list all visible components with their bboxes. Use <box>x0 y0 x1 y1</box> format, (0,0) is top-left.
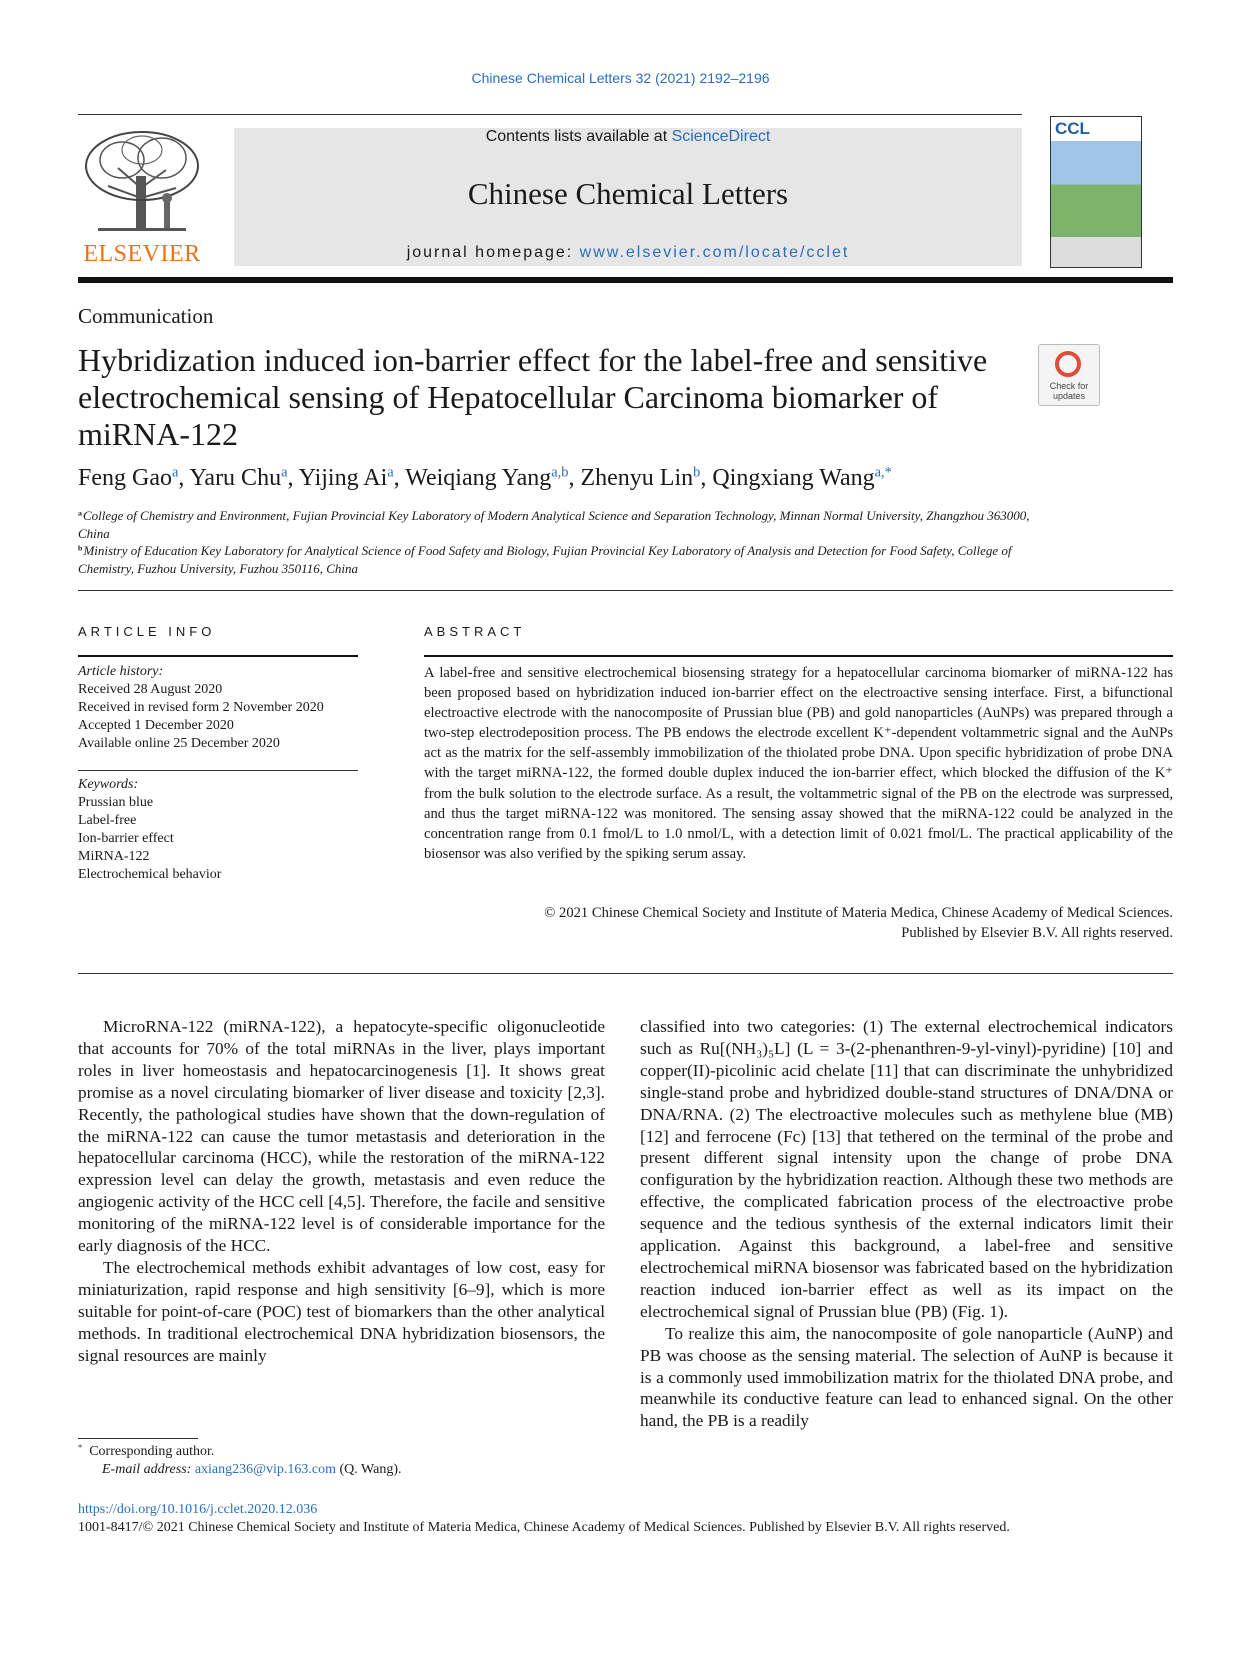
keyword: Prussian blue <box>78 795 154 810</box>
article-info-rule <box>78 655 358 657</box>
journal-cover-thumbnail[interactable] <box>1050 116 1142 268</box>
crossmark-label: Check for updates <box>1049 381 1089 401</box>
body-column-right <box>640 1016 1173 1432</box>
article-history <box>78 663 368 753</box>
abstract-text: A label-free and sensitive electrochemical biosensing strategy for a hepatocellular carcinoma biomarker of miRNA-122 has been proposed based on hybridization induced ion-barrier effect on the electroactive sensing interface. First, a bifunctional electroactive electrode with the nanocomposite of Prussian blue (PB) and gold nanoparticles (AuNPs) was prepared through a two-step electrodeposition process. The PB endows the electrode excellent K⁺-dependent voltammetric signal and the AuNPs act as the matrix for the self-assembly immobilization of the thiolated probe DNA. Upon specific hybridization of probe DNA with the target miRNA-122, the formed double duplex induced the ion-barrier effect, which blocked the diffusion of the K⁺ from the bulk solution to the electrode surface. As a result, the voltammetric signal of the PB on the electrode was surpressed, and thus the target miRNA-122 was monitored. The sensing assay showed that the miRNA-122 could be analyzed in the concentration range from 0.1 fmol/L to 1.0 nmol/L, with a detection limit of 0.021 fmol/L. The practical applicability of the biosensor was also verified by the spiking serum assay. <box>424 665 1173 862</box>
abstract-heading: ABSTRACT <box>424 624 526 639</box>
homepage-line <box>234 244 1022 262</box>
history-item: Received 28 August 2020 <box>78 682 223 697</box>
elsevier-wordmark: ELSEVIER <box>83 241 201 267</box>
elsevier-tree-logo[interactable] <box>78 128 206 268</box>
abstract-bottom-divider <box>78 973 1173 974</box>
footnote-rule <box>78 1438 198 1439</box>
journal-citation[interactable]: Chinese Chemical Letters 32 (2021) 2192–2196 <box>471 70 770 86</box>
contents-line <box>234 128 1022 146</box>
history-item: Accepted 1 December 2020 <box>78 718 234 733</box>
keywords-list <box>78 776 368 884</box>
email-link[interactable]: axiang236@vip.163.com <box>194 1462 337 1477</box>
author-list: Feng Gao$^a$, Yaru Chu$^a$, Yijing Ai$^a$, Weiqiang Yang$^{a,b}$, Zhenyu Lin$^b$, Qingxiang Wang$^{a,*}$ <box>78 464 892 491</box>
article-title: Hybridization induced ion-barrier effect for the label-free and sensitive electrochemical sensing of Hepatocellular Carcinoma biomarker of miRNA-122 <box>78 342 988 452</box>
copyright-line: Published by Elsevier B.V. All rights reserved. <box>901 925 1173 941</box>
body-paragraph: The electrochemical methods exhibit advantages of low cost, easy for miniaturization, rapid response and high sensitivity [6–9], which is more suitable for point-of-care (POC) test of biomarkers than the other analytical methods. In traditional electrochemical DNA hybridization biosensors, the signal resources are mainly <box>78 1257 605 1365</box>
top-divider <box>78 114 1022 115</box>
keyword: Label-free <box>78 813 137 828</box>
email-line <box>78 1461 598 1479</box>
author-affiliation-marker[interactable]: a <box>281 464 288 481</box>
email-suffix: (Q. Wang). <box>336 1462 402 1477</box>
journal-title: Chinese Chemical Letters <box>467 176 789 211</box>
author-name: Feng Gao <box>78 465 172 491</box>
affiliation-text: Ministry of Education Key Laboratory for Analytical Science of Food Safety and Biology, Fujian Provincial Key Laboratory of Analysis and Detection for Food Safety, College of Chemistry, Fuzhou University, Fuzhou 350116, China <box>78 543 1012 576</box>
journal-masthead <box>234 128 1022 266</box>
keyword: MiRNA-122 <box>78 849 150 864</box>
body-paragraph: classified into two categories: (1) The external electrochemical indicators such as Ru[(NH₃)₅L] (L = 3-(2-phenanthren-9-yl-vinyl)-pyridine) [10] and copper(II)-picolinic acid chelate [11] that can discriminate the unhybridized single-stand probe and hybridized double-stand structures of DNA/DNA or DNA/RNA. (2) The electroactive molecules such as methylene blue (MB) [12] and ferrocene (Fc) [13] that tethered on the terminal of the probe and present different signal intensity upon the change of probe DNA configuration by the hybridization reaction. Although these two methods are effective, the complicated fabrication process of the electroactive probe sequence and the tedious synthesis of the external indicators limit their application. Against this background, a label-free and sensitive electrochemical miRNA biosensor was fabricated based on the hybridization reaction induced ion-barrier effect as well as its impact on the electrochemical signal of Prussian blue (PB) (Fig. 1). <box>640 1017 1173 1321</box>
corresponding-line <box>78 1443 598 1461</box>
keywords-label: Keywords: <box>78 777 139 792</box>
email-label: E-mail address: <box>102 1462 195 1477</box>
copyright-line: © 2021 Chinese Chemical Society and Institute of Materia Medica, Chinese Academy of Medical Sciences. <box>544 905 1173 921</box>
history-item: Received in revised form 2 November 2020 <box>78 700 324 715</box>
author-name: Yijing Ai <box>298 465 388 491</box>
abstract-rule <box>424 655 1173 657</box>
keyword: Electrochemical behavior <box>78 867 222 882</box>
author-affiliation-marker[interactable]: a,b <box>551 464 569 481</box>
header-thick-divider <box>78 277 1173 283</box>
keyword: Ion-barrier effect <box>78 831 174 846</box>
history-label: Article history: <box>78 664 164 679</box>
crossmark-icon <box>1055 351 1081 377</box>
contents-prefix: Contents lists available at <box>485 128 672 145</box>
affiliation-divider <box>78 590 1173 591</box>
body-paragraph: MicroRNA-122 (miRNA-122), a hepatocyte-specific oligonucleotide that accounts for 70% of the total miRNAs in the liver, plays important roles in liver homeostasis and hepatocarcinogenesis [1]. It shows great promise as a novel circulating biomarker of liver disease and toxicity [2,3]. Recently, the pathological studies have shown that the down-regulation of the miRNA-122 can cause the tumor metastasis and deterioration in the hepatocellular carcinoma (HCC), while the restoration of the miRNA-122 expression level can delay the growth, metastasis and even reduce the angiogenic activity of the HCC cell [4,5]. Therefore, the facile and sensitive monitoring of the miRNA-122 level is of considerable importance for the early diagnosis of the HCC. <box>78 1017 605 1256</box>
cover-label: CCL <box>1055 119 1090 138</box>
doi-link[interactable]: https://doi.org/10.1016/j.cclet.2020.12.036 <box>78 1502 318 1517</box>
issn-copyright-line: 1001-8417/© 2021 Chinese Chemical Society and Institute of Materia Medica, Chinese Academy of Medical Sciences. Published by Elsevier B.V. All rights reserved. <box>78 1520 1010 1535</box>
affiliation-a <box>78 507 1038 543</box>
affiliation-marker: b <box>78 543 83 553</box>
abstract-copyright <box>424 903 1173 943</box>
homepage-link[interactable]: www.elsevier.com/locate/cclet <box>579 244 850 261</box>
author-name: Qingxiang Wang <box>712 465 875 491</box>
sciencedirect-link[interactable]: ScienceDirect <box>671 128 771 145</box>
author-name: Zhenyu Lin <box>580 465 694 491</box>
crossmark-check-for-updates[interactable] <box>1038 344 1100 406</box>
affiliation-marker: a <box>78 508 82 518</box>
article-info-heading: ARTICLE INFO <box>78 624 216 639</box>
body-column-left <box>78 1016 605 1367</box>
author-affiliation-marker[interactable]: a <box>387 464 394 481</box>
body-paragraph: To realize this aim, the nanocomposite of gole nanoparticle (AuNP) and PB was choose as the sensing material. The selection of AuNP is because it is a commonly used immobilization matrix for the thiolated DNA probe, and meanwhile its conductive feature can lead to enhanced signal. On the other hand, the PB is a readily <box>640 1323 1173 1431</box>
affiliation-text: College of Chemistry and Environment, Fujian Provincial Key Laboratory of Modern Analytical Science and Separation Technology, Minnan Normal University, Zhangzhou 363000, China <box>78 508 1030 541</box>
corresponding-author-footnote <box>78 1443 598 1479</box>
author-affiliation-marker[interactable]: a <box>171 464 179 481</box>
author-name: Weiqiang Yang <box>405 465 552 491</box>
homepage-prefix: journal homepage: <box>406 244 580 261</box>
author-name: Yaru Chu <box>189 465 282 491</box>
history-item: Available online 25 December 2020 <box>78 736 280 751</box>
tree-icon <box>78 128 206 236</box>
corresponding-label: Corresponding author. <box>89 1444 215 1459</box>
affiliation-b <box>78 542 1038 578</box>
article-type: Communication <box>78 304 214 328</box>
author-affiliation-marker[interactable]: a,* <box>874 464 892 481</box>
keywords-rule <box>78 770 358 771</box>
asterisk-marker: * <box>78 1442 83 1452</box>
author-affiliation-marker[interactable]: b <box>693 464 701 481</box>
